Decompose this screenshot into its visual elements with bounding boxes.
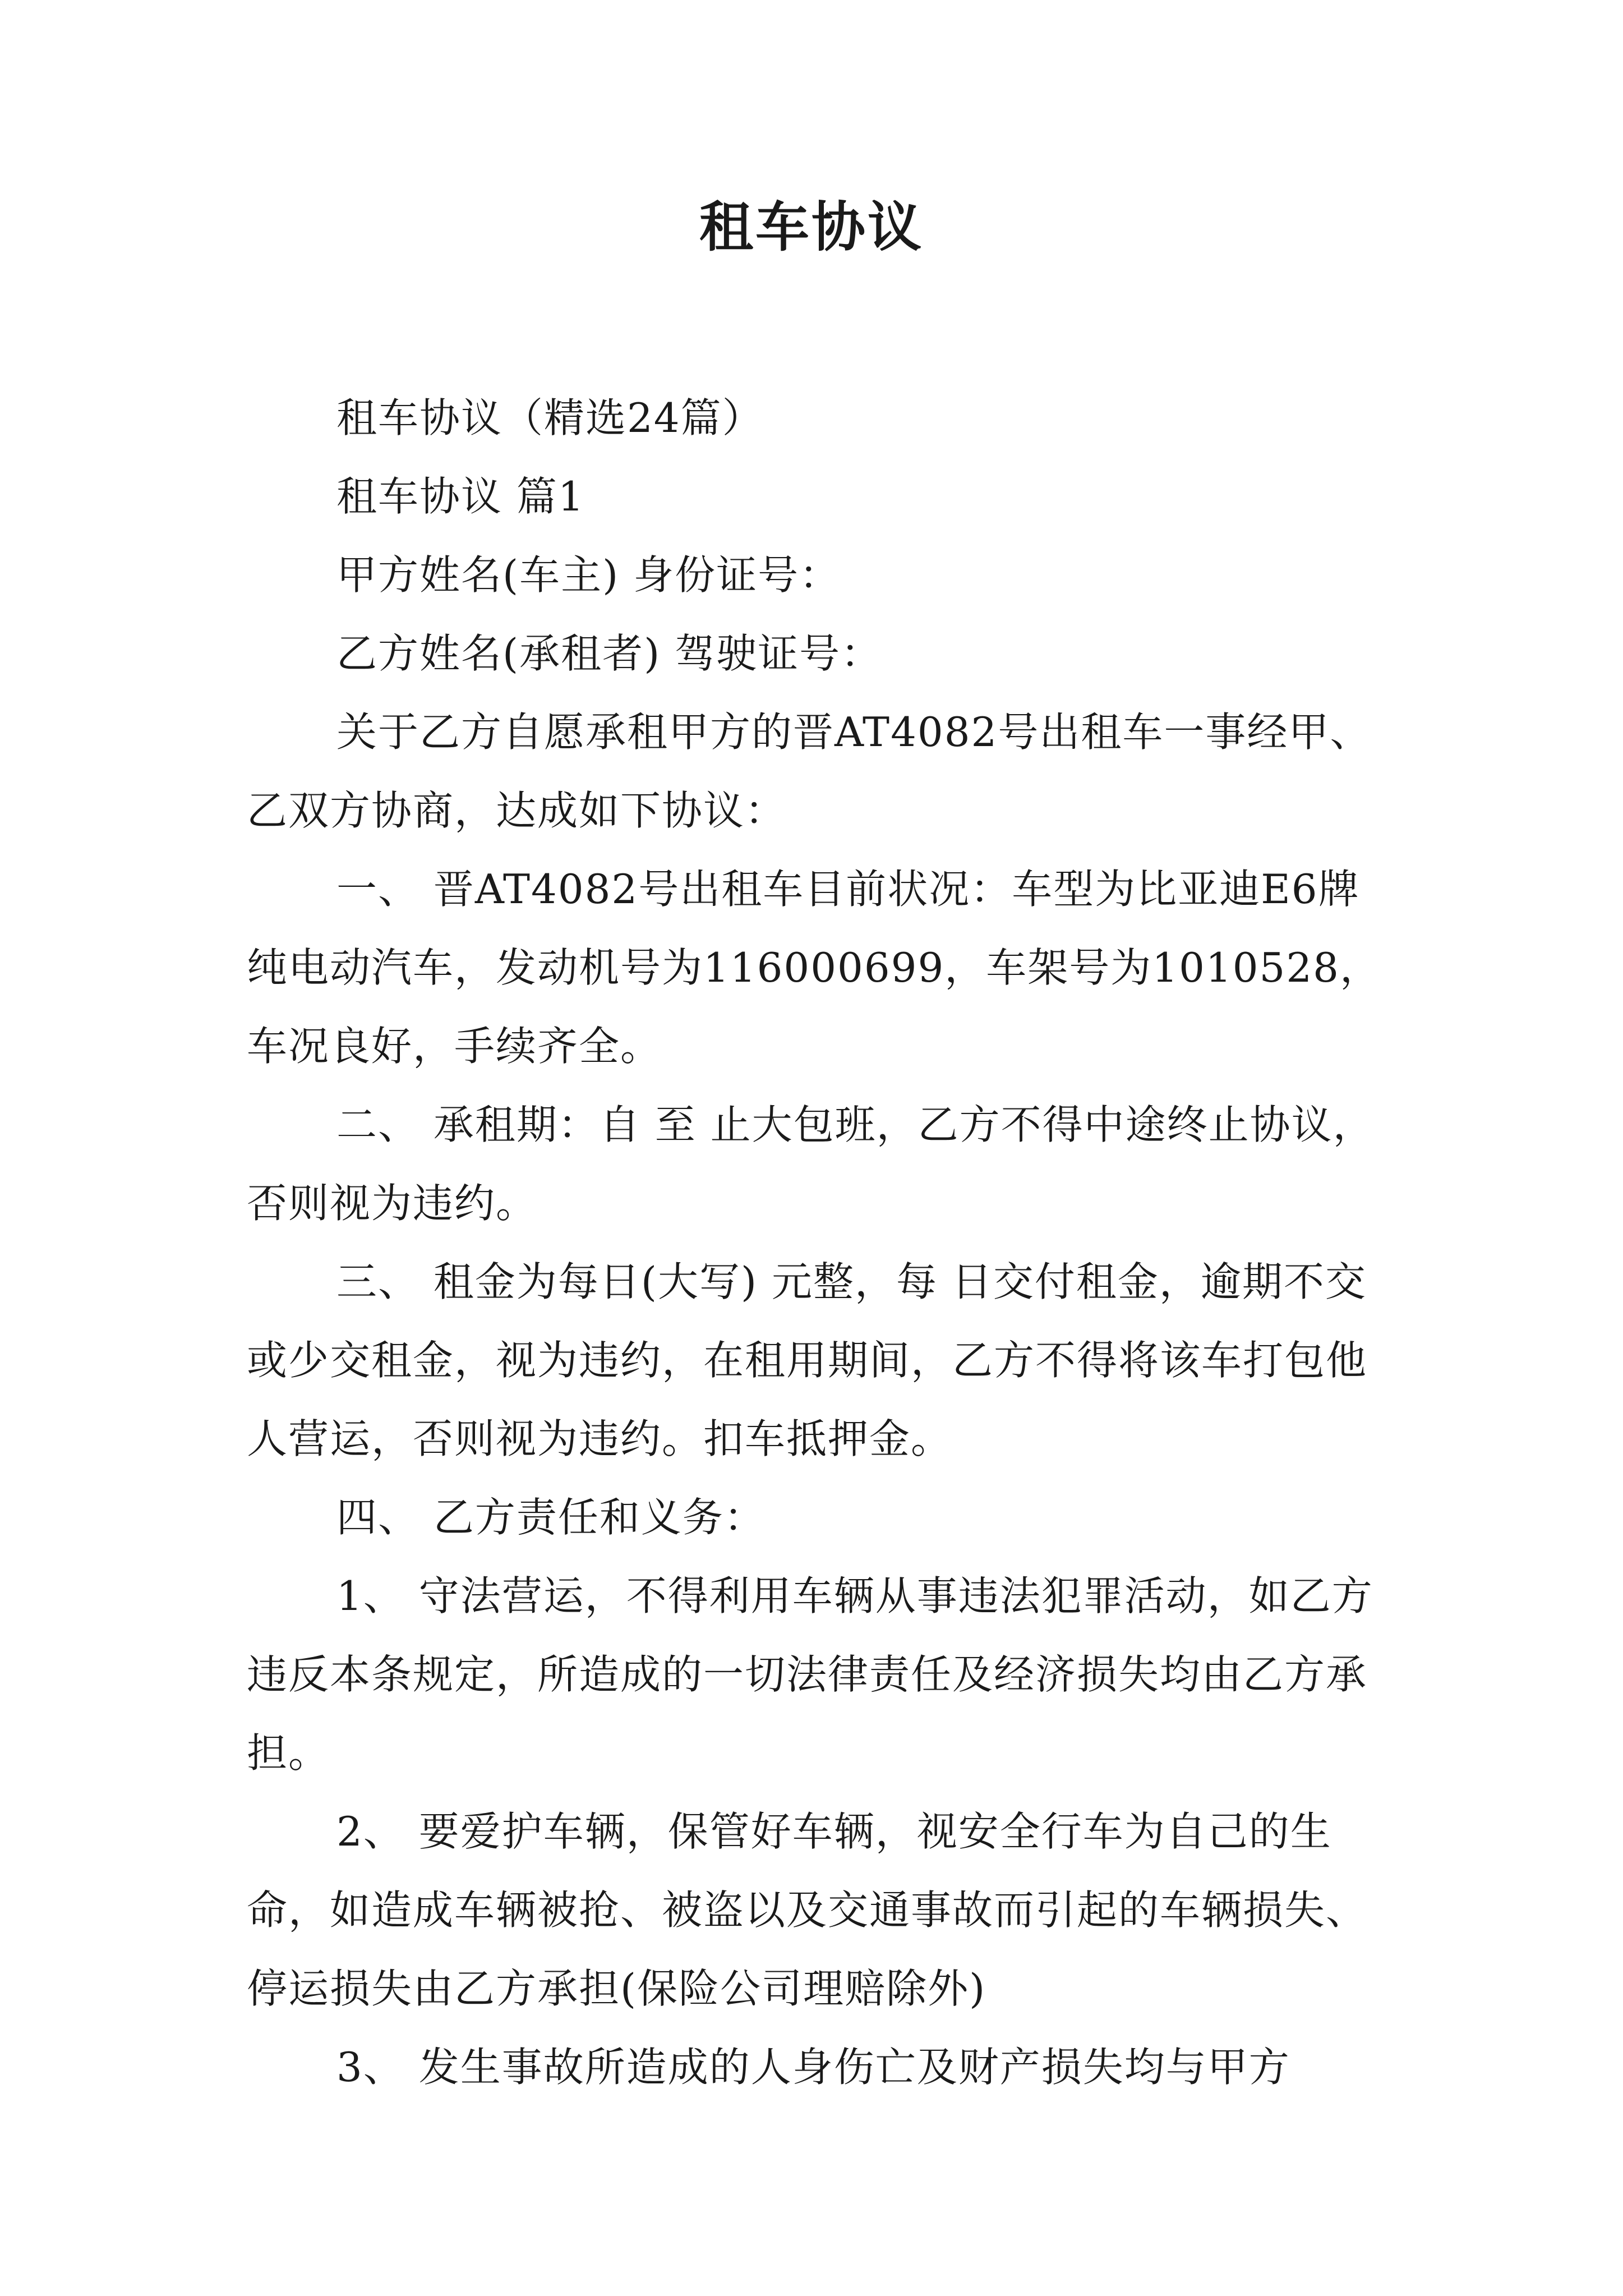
paragraph-item-3: 3、 发生事故所造成的人身伤亡及财产损失均与甲方 (336, 2044, 1290, 2091)
paragraph-preamble: 关于乙方自愿承租甲方的晋AT4082号出租车一事经甲、乙双方协商，达成如下协议： (247, 708, 1372, 834)
paragraph-item-1: 1、 守法营运，不得利用车辆从事违法犯罪活动，如乙方违反本条规定，所造成的一切法律责任及经济损失均由乙方承担。 (247, 1572, 1373, 1777)
paragraph-party-a: 甲方姓名(车主) 身份证号： (336, 551, 841, 599)
document-body (247, 379, 1394, 2106)
paragraph-article-heading: 租车协议 篇1 (336, 473, 585, 520)
paragraph-clause-4: 四、 乙方责任和义务： (336, 1494, 766, 1541)
paragraph-clause-1: 一、 晋AT4082号出租车目前状况：车型为比亚迪E6牌纯电动汽车，发动机号为116000699，车架号为1010528，车况良好，手续齐全。 (247, 866, 1381, 1070)
paragraph-party-b: 乙方姓名(承租者) 驾驶证号： (336, 630, 883, 677)
paragraph-clause-3: 三、 租金为每日(大写) 元整，每 日交付租金，逾期不交或少交租金，视为违约，在租用期间，乙方不得将该车打包他人营运，否则视为违约。扣车抵押金。 (247, 1258, 1368, 1462)
paragraph-item-2: 2、 要爱护车辆，保管好车辆，视安全行车为自己的生命，如造成车辆被抢、被盗以及交通事故而引起的车辆损失、停运损失由乙方承担(保险公司理赔除外) (247, 1808, 1368, 2012)
paragraph-clause-2: 二、 承租期：自 至 止大包班，乙方不得中途终止协议，否则视为违约。 (247, 1101, 1375, 1227)
document-title: 租车协议 (699, 195, 924, 259)
paragraph-subtitle: 租车协议（精选24篇） (336, 394, 764, 441)
